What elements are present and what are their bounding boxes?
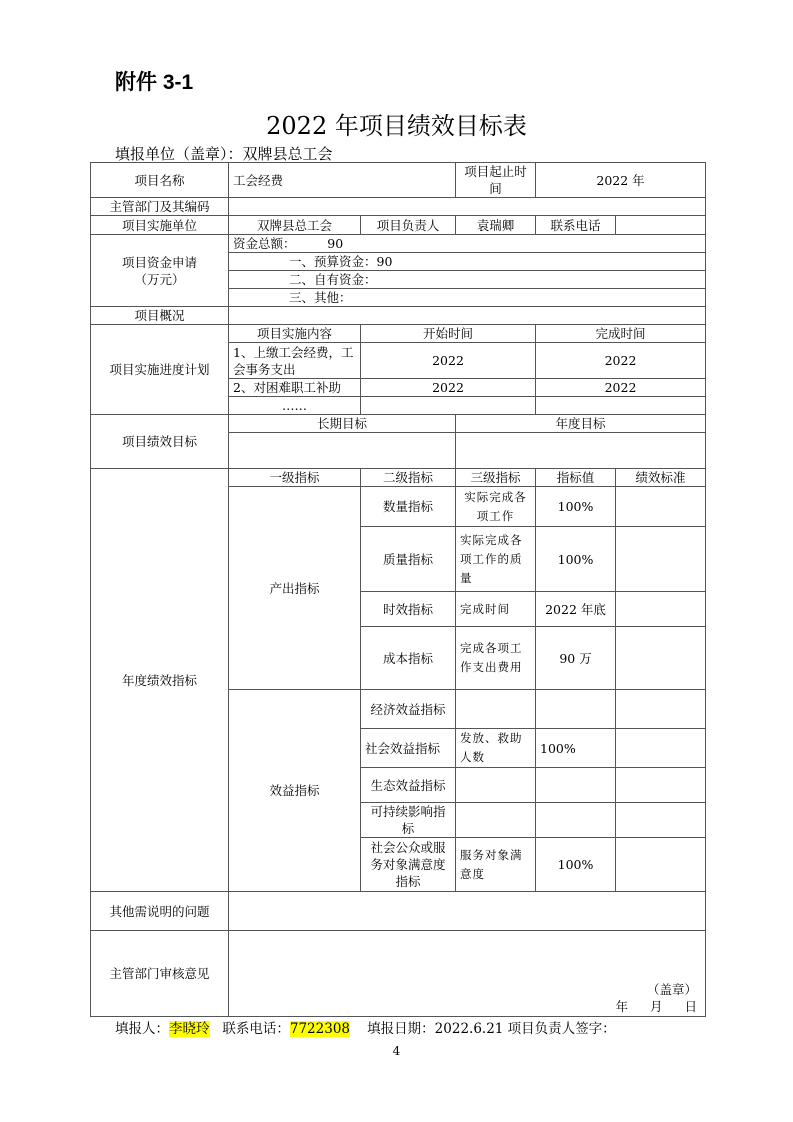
schedule-start: 2022: [361, 379, 536, 397]
l3-indicator: 完成时间: [456, 592, 536, 627]
seal-label: （盖章）: [647, 982, 698, 997]
funds-label: 项目资金申请（万元）: [91, 235, 229, 307]
performance-standard: [616, 729, 706, 768]
schedule-label: 项目实施进度计划: [91, 325, 229, 415]
phone-label: 联系电话: [536, 216, 616, 235]
indicator-value: [536, 803, 616, 838]
project-name-label: 项目名称: [91, 163, 229, 198]
other-issues-label: 其他需说明的问题: [91, 892, 229, 931]
l2-indicator: 成本指标: [361, 627, 456, 690]
l2-indicator: 生态效益指标: [361, 768, 456, 803]
schedule-content: ……: [229, 397, 361, 415]
dept-label: 主管部门及其编码: [91, 198, 229, 216]
review-label: 主管部门审核意见: [91, 931, 229, 1017]
indicator-value: 100%: [536, 487, 616, 527]
l2-indicator: 时效指标: [361, 592, 456, 627]
indicator-header: 绩效标准: [616, 469, 706, 487]
l2-indicator: 经济效益指标: [361, 690, 456, 729]
performance-standard: [616, 803, 706, 838]
l2-indicator: 数量指标: [361, 487, 456, 527]
funds-other: 三、其他：: [229, 289, 706, 307]
impl-unit-label: 项目实施单位: [91, 216, 229, 235]
leader-label: 项目负责人: [361, 216, 456, 235]
annual-goal: [456, 433, 706, 469]
indicator-header: 三级指标: [456, 469, 536, 487]
performance-standard: [616, 768, 706, 803]
schedule-end: [536, 397, 706, 415]
date-line: 年 月 日: [615, 999, 698, 1014]
indicator-header: 二级指标: [361, 469, 456, 487]
footer-phone: 7722308: [289, 1021, 350, 1037]
schedule-content: 2、对困难职工补助: [229, 379, 361, 397]
performance-standard: [616, 690, 706, 729]
schedule-end: 2022: [536, 379, 706, 397]
footer: [115, 1017, 616, 1037]
overview: [229, 307, 706, 325]
long-term-goal: [229, 433, 456, 469]
filler-label: 填报人：: [115, 1021, 169, 1037]
funds-own: 二、自有资金：: [229, 271, 706, 289]
l2-indicator: 社会效益指标: [361, 729, 456, 768]
review-opinion: [229, 931, 706, 1017]
overview-label: 项目概况: [91, 307, 229, 325]
filler-name: 李晓玲: [169, 1021, 210, 1037]
schedule-end: 2022: [536, 343, 706, 379]
indicator-value: 100%: [536, 838, 616, 892]
goals-label: 项目绩效目标: [91, 415, 229, 469]
other-issues: [229, 892, 706, 931]
schedule-header: 完成时间: [536, 325, 706, 343]
l3-indicator: 服务对象满意度: [456, 838, 536, 892]
indicators-label: 年度绩效指标: [91, 469, 229, 892]
indicator-value: [536, 768, 616, 803]
l2-indicator: 质量指标: [361, 527, 456, 592]
long-term-goal-header: 长期目标: [229, 415, 456, 433]
schedule-start: 2022: [361, 343, 536, 379]
performance-standard: [616, 527, 706, 592]
annual-goal-header: 年度目标: [456, 415, 706, 433]
l2-indicator: 社会公众或服务对象满意度指标: [361, 838, 456, 892]
output-indicator: 产出指标: [229, 487, 361, 690]
indicator-header: 指标值: [536, 469, 616, 487]
l3-indicator: 实际完成各项工作的质量: [456, 527, 536, 592]
period-label: 项目起止时间: [456, 163, 536, 198]
performance-standard: [616, 592, 706, 627]
impl-unit: 双牌县总工会: [229, 216, 361, 235]
leader: 袁瑞卿: [456, 216, 536, 235]
dept: [229, 198, 706, 216]
schedule-start: [361, 397, 536, 415]
l3-indicator: 发放、救助人数: [456, 729, 536, 768]
phone: [616, 216, 706, 235]
schedule-header: 项目实施内容: [229, 325, 361, 343]
footer-date: 填报日期：2022.6.21 项目负责人签字：: [367, 1021, 616, 1037]
page-title: 2022 年项目绩效目标表: [266, 112, 527, 140]
l2-indicator: 可持续影响指标: [361, 803, 456, 838]
indicator-value: 90 万: [536, 627, 616, 690]
l3-indicator: 完成各项工作支出费用: [456, 627, 536, 690]
benefit-indicator: 效益指标: [229, 690, 361, 892]
reporting-unit: 填报单位（盖章）：双牌县总工会: [115, 145, 333, 163]
performance-standard: [616, 487, 706, 527]
schedule-content: 1、上缴工会经费，工会事务支出: [229, 343, 361, 379]
l3-indicator: [456, 768, 536, 803]
performance-standard: [616, 838, 706, 892]
indicator-value: 2022 年底: [536, 592, 616, 627]
indicator-value: [536, 690, 616, 729]
funds-total: 资金总额： 90: [229, 235, 706, 253]
indicator-header: 一级指标: [229, 469, 361, 487]
footer-phone-label: 联系电话：: [222, 1021, 290, 1037]
attachment-number: 附件 3-1: [115, 71, 194, 94]
indicator-value: 100%: [536, 729, 616, 768]
schedule-header: 开始时间: [361, 325, 536, 343]
indicator-value: 100%: [536, 527, 616, 592]
project-name: 工会经费: [229, 163, 456, 198]
performance-goal-table: [90, 162, 706, 1017]
funds-budget: 一、预算资金：90: [229, 253, 706, 271]
l3-indicator: [456, 803, 536, 838]
page-number: 4: [392, 1044, 401, 1058]
period: 2022 年: [536, 163, 706, 198]
performance-standard: [616, 627, 706, 690]
l3-indicator: 实际完成各项工作: [456, 487, 536, 527]
l3-indicator: [456, 690, 536, 729]
